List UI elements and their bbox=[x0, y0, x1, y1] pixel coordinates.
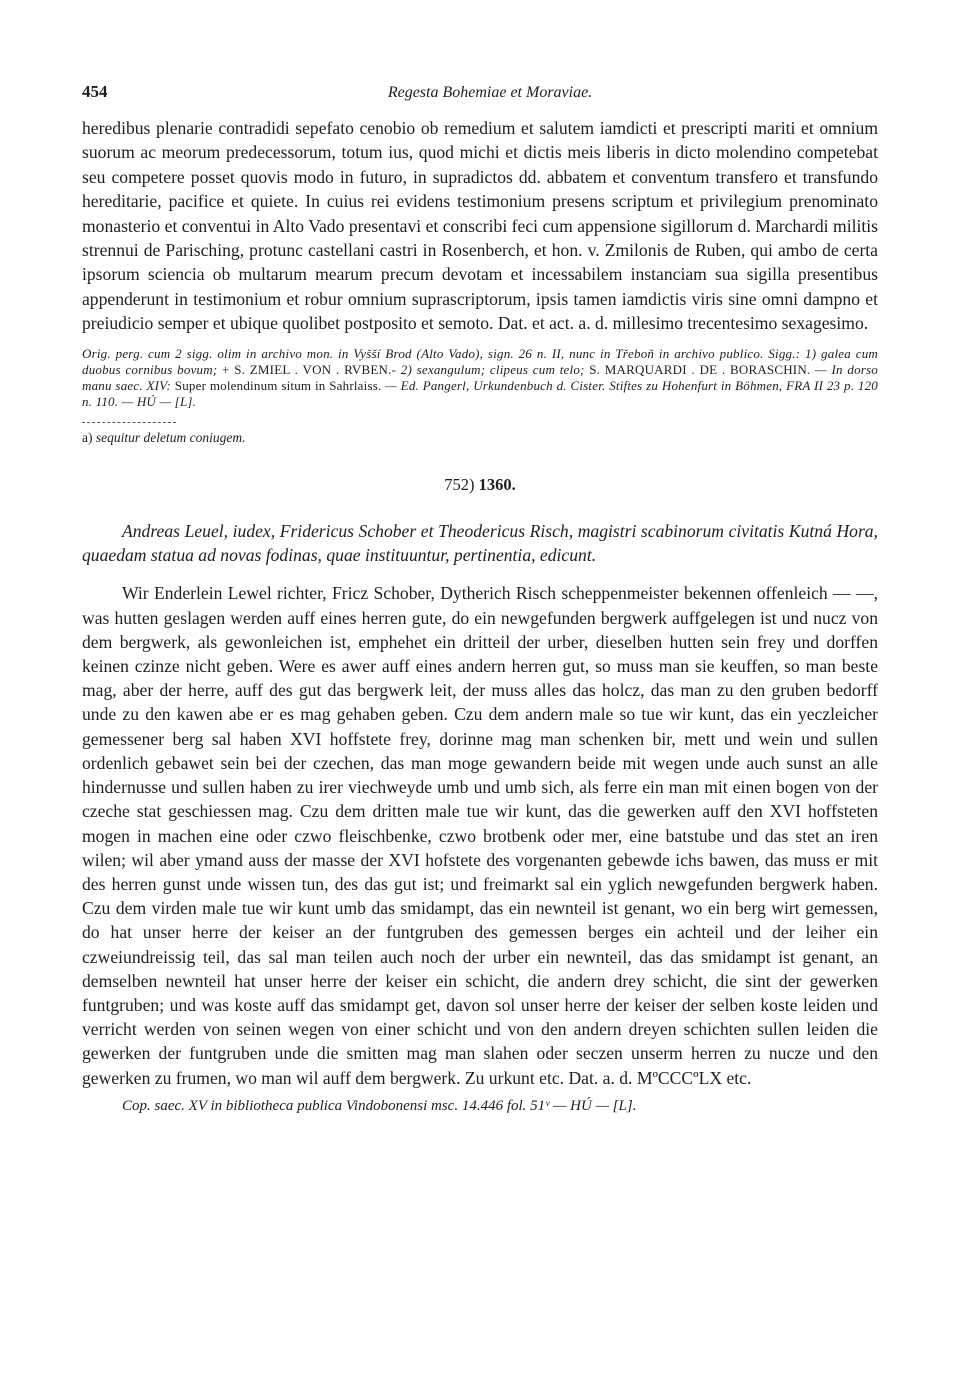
notes-part-2: 2) sexangulum; clipeus cum telo; bbox=[396, 361, 590, 377]
running-head bbox=[82, 82, 878, 116]
seal-legend-1: + S. ZMIEL . VON . RVBEN.- bbox=[222, 361, 397, 377]
footnote bbox=[82, 429, 878, 447]
document-page bbox=[82, 82, 878, 1115]
notes-part-4: — Ed. Pangerl, Urkundenbuch d. Cister. Stiftes zu Hohenfurt in Böhmen, FRA II 23 p. 120 n. 110. — HÚ — [L]. bbox=[82, 378, 878, 410]
notes-part-3: — In dorso manu saec. XIV: bbox=[82, 361, 878, 394]
entry-regest: Andreas Leuel, iudex, Fridericus Schober et Theodericus Risch, magistri scabinorum civitatis Kutná Hora, quaedam statua ad novas fodinas, quae instituuntur, pertinentia, edicunt. bbox=[82, 521, 878, 566]
preceding-charter-text: heredibus plenarie contradidi sepefato cenobio ob remedium et salutem iamdicti et prescripti mariti et omnium suorum ac meorum predecessorum, totum ius, quod michi et dictis meis liberis in dicto molendino competebat seu competere posset quovis modo in futuro, in supradictos dd. abbatem et conventum transfero et transfundo hereditarie, pacifice et quiete. In cuius rei evidens testimonium presens scriptum et privilegium prenominato monasterio et conventui in Alto Vado presentavi et conscribi feci cum appensione sigillorum d. Marchardi militis strennui de Parisching, protunc castellani castri in Rosenberch, et hon. v. Zmilonis de Ruben, qui ambo de certa ipsorum sciencia ob multarum mearum precum devotam et incessabilem instanciam sua sigilla presentibus appenderunt in testimonium et robur omnium suprascriptorum, ipsis tamen iamdictis viris sine omni dampno et preiudicio semper et ubique quolibet postposito et semoto. Dat. et act. a. d. millesimo trecentesimo sexagesimo. bbox=[82, 118, 878, 334]
footnote-text: sequitur deletum coniugem. bbox=[92, 430, 246, 446]
archival-notes bbox=[82, 346, 878, 411]
entry-number: 752) bbox=[444, 475, 475, 495]
footnote-divider bbox=[82, 422, 176, 423]
footnote-mark: a) bbox=[82, 430, 93, 446]
copy-note: Cop. saec. XV in bibliotheca publica Vindobonensi msc. 14.446 fol. 51ᵛ — HÚ — [L]. bbox=[122, 1097, 637, 1114]
entry-year: 1360. bbox=[478, 475, 516, 495]
dorsal-note: Super molendinum situm in Sahrlaiss. bbox=[174, 378, 382, 394]
running-title: Regesta Bohemiae et Moraviae. bbox=[387, 84, 593, 101]
notes-part-1: Orig. perg. cum 2 sigg. olim in archivo mon. in Vyšší Brod (Alto Vado), sign. 26 n. II, nunc in Třeboň in archivo publico. Sigg.: 1) galea cum duobus cornibus bovum; bbox=[82, 345, 878, 377]
seal-legend-2: S. MARQUARDI . DE . BORASCHIN. bbox=[589, 361, 811, 377]
entry-heading bbox=[82, 475, 878, 495]
page-number: 454 bbox=[82, 82, 108, 101]
entry-text: Wir Enderlein Lewel richter, Fricz Schober, Dytherich Risch scheppenmeister bekennen offenleich — —, was hutten geslagen werden auff eines herren gute, do ein newgefunden bergwerk auffgelegen ist und nucz von dem bergwerk, als gewonleichen ist, emphehet ein dritteil der urber, dieselben hutten sein frey und dorffen keinen czinze nicht geben. Were es awer auff eines andern herren gut, so muss man sie keuffen, so man beste mag, aber der herre, auff des gut das bergwerk leit, der muss alles das holcz, das man zu den gruben bedorff unde zu den kawen abe er es mag gehaben geben. Czu dem andern male so tue wir kunt, das ein yeczleicher gemessener berg sal haben XVI hoffstete frey, dorinne mag man schenken bir, mett und wein und sullen ordenlich gebawet sein bei der czechen, das man moge gewandern beide mit wegen unde auch sunst an alle hindernusse und sullen haben zu irer viechweyde umb und umb sich, als ferre ein man mit einen bogen von der czeche stat geschiessen mag. Czu dem dritten male tue wir kunt, das die gewerken auff den XVI hoffsteten mogen in machen eine oder czwo fleischbenke, czwo brotbenk oder mer, eine batstube und das stet an iren wilen; wil aber ymand auss der masse der XVI hofstete des vorgenanten gebewde ichs bawen, das muss er mit des herren gunst unde wissen tun, des das gut ist; und freimarkt sal ein yglich newgefunden bergwerk haben. Czu dem virden male tue wir kunt umb das smidampt, das ein newnteil ist genant, wo ein berg wirt gemessen, do hat unser herre der keiser an der funtgruben des gemessen berges ein achteil und der leiher ein czweiundreissig teil, das sal man teilen auch noch der urber ein newnteil, das das smidampt ist genant, an demselben newnteil hat unser herre der keiser ein schicht, die andern drey schicht, die sint der gewerken funtgruben; und was koste auff das smidampt get, davon sol unser herre der keiser der selben koste leiden und verricht werden von seinen wegen von einer schicht und von den andern dreyen schichten sullen leiden die gewerken der funtgruben unde die smitten mag man slahen oder seczen unserm herren zu nucze und den gewerken zu frumen, wo man wil auff dem bergwerk. Zu urkunt etc. Dat. a. d. MºCCCºLX etc. bbox=[82, 583, 878, 1088]
